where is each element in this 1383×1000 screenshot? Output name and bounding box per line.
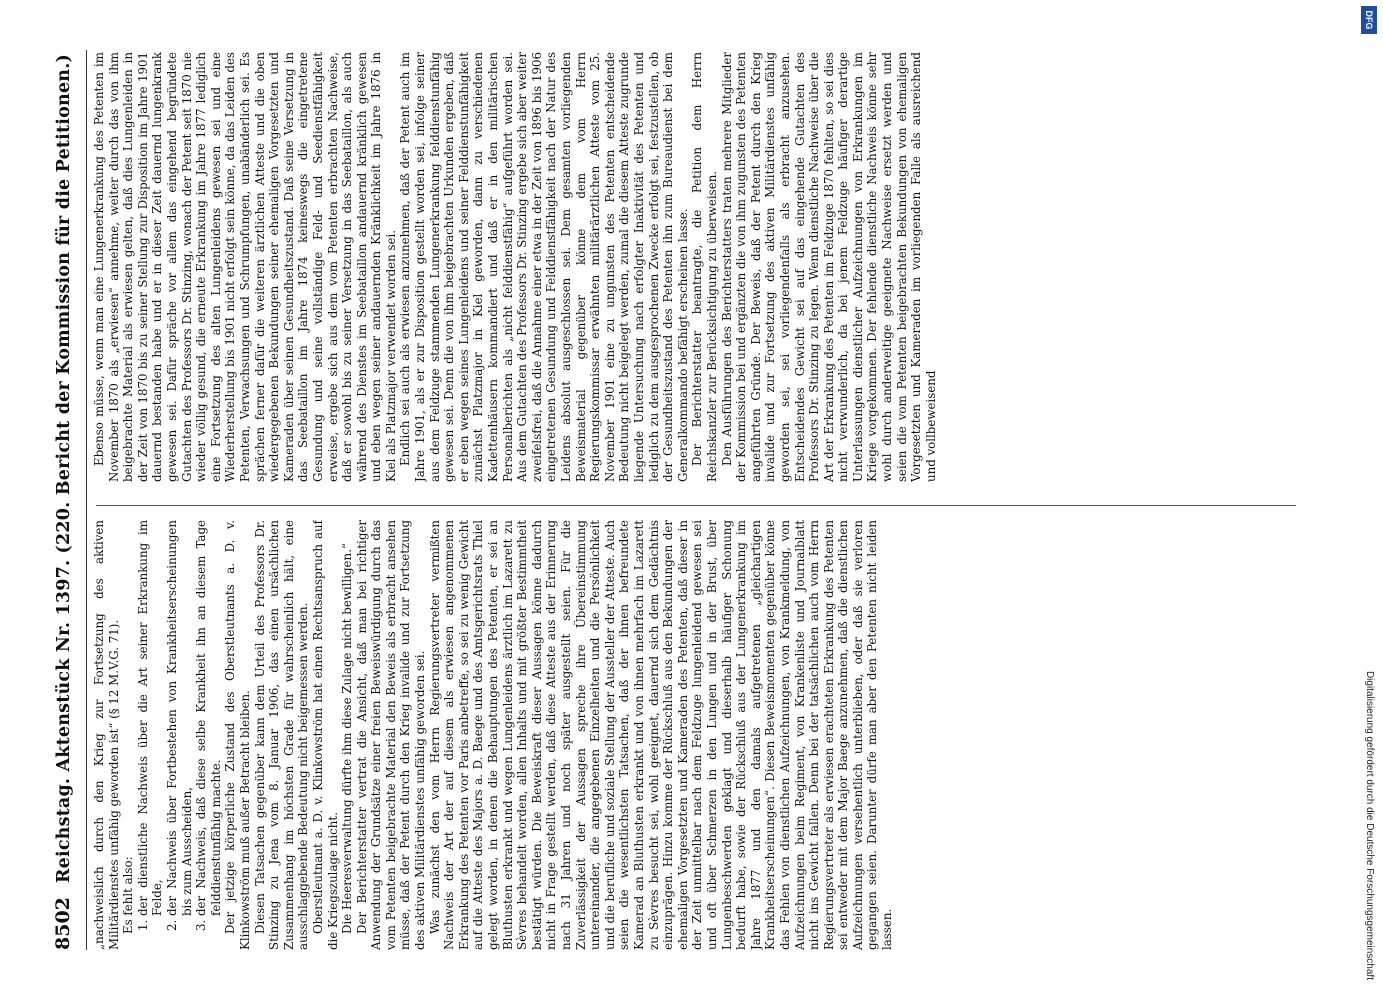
- list-item: 1. der dienstliche Nachweis über die Art seiner Erkrankung im Felde,: [136, 520, 165, 916]
- digitization-note: [1360, 300, 1378, 980]
- dfg-logo-text: DFG: [1364, 10, 1374, 30]
- column-separator: [96, 505, 1296, 506]
- paragraph: Oberstleutnant a. D. v. Klinkowström hat einen Rechtsanspruch auf die Kriegszulage nicht.: [310, 520, 340, 950]
- right-column: [92, 52, 1302, 482]
- paragraph: Was zunächst den vom Herrn Regierungsvertreter vermißten Nachweis der Art der auf diesem als erwiesen angenommenen Erkrankung des Petenten vor Paris anbetreffe, so sei zu wenig Gewicht auf die Atteste des Majors a. D. Baege und des Amtsgerichtsrats Thiel gelegt worden, in denen die Behauptungen des Petenten, er sei an Bluthusten erkrankt und wegen Lungenleidens ärztlich im Lazarett zu Sèvres behandelt worden, allen Inhalts und mit größter Bestimmtheit bestätigt würden. Die Beweiskraft dieser Aussagen könne dadurch nicht in Frage gestellt werden, daß diese Atteste aus der Erinnerung nach 31 Jahren und noch später ausgestellt seien. Für die Zuverlässigkeit der Aussagen spreche ihre Übereinstimmung untereinander, die angegebenen Einzelheiten und die Persönlichkeit und die berufliche und soziale Stellung der Aussteller der Atteste. Auch seien die wesentlichsten Tatsachen, daß der ihnen befreundete Kamerad an Bluthusten erkrankt und von ihnen mehrfach im Lazarett zu Sèvres besucht sei, wohl geeignet, dauernd sich dem Gedächtnis einzuprägen. Hinzu komme der Rückschluß aus den Bekundungen der ehemaligen Vorgesetzten und Kameraden des Petenten, daß dieser in der Zeit unmittelbar nach dem Feldzuge lungenleidend gewesen sei und oft über Schmerzen in den Lungen und in der Brust, über Lungenbeschwerden geklagt und dieserhalb häufiger Schonung bedurft habe, sowie der Rückschluß aus der Lungenerkrankung im Jahre 1877 und den damals aufgetretenen „gleichartigen Krankheitserscheinungen“. Diesen Beweismomenten gegenüber könne das Fehlen von dienstlichen Aufzeichnungen, von Krankmeldung, von Aufzeichnungen beim Regiment, von Krankenliste und Journalblatt nicht ins Gewicht fallen. Denn bei der tatsächlichen auch vom Herrn Regierungsvertreter als erwiesen erachteten Erkrankung des Petenten sei entweder mit dem Major Baege anzunehmen, daß die dienstlichen Aufzeichnungen versehentlich unterblieben, oder daß sie verloren gegangen seien. Darunter dürfe man aber den Petenten nicht leiden lassen.: [427, 520, 895, 950]
- paragraph: Die Heeresverwaltung dürfte ihm diese Zulage nicht bewilligen.“: [340, 543, 355, 934]
- page-number: 8502: [52, 897, 74, 950]
- page-header: [52, 50, 84, 950]
- paragraph: Endlich sei auch als erwiesen anzunehmen, daß der Petent auch im Jahre 1901, als er zur Disposition gestellt worden sei, infolge seiner aus dem Feldzuge stammenden Lungenerkrankung felddienstunfähig gewesen sei. Denn die von ihm beigebrachten Urkunden ergeben, daß er eben wegen seines Lungenleidens und seiner Felddienstunfähigkeit zunächst Platzmajor in Kiel geworden, dann zu verschiedenen Kadettenhäusern kommandiert und daß er in den militärischen Personalberichten als „nicht felddienstfähig“ aufgeführt worden sei. Aus dem Gutachten des Professors Dr. Stinzing ergebe sich aber weiter zweifelsfrei, daß die Annahme einer etwa in der Zeit von 1896 bis 1906 eingetretenen Gesundung und Felddienstfähigkeit nach der Natur des Leidens absolut ausgeschlossen sei. Dem gesamten vorliegenden Beweismaterial gegenüber könne dem vom Herrn Regierungskommissar erwähnten militärärztlichen Atteste vom 25. November 1901 eine zu ungunsten des Petenten entscheidende Bedeutung nicht beigelegt werden, zumal die diesem Atteste zugrunde liegende Untersuchung nach erfolgter Inaktivität des Petenten und lediglich zu dem ausgesprochenen Zwecke erfolgt sei, festzustellen, ob der Gesundheitszustand des Petenten ihn zum Bureaudienst bei dem Generalkommando befähigt erscheinen lasse.: [398, 52, 690, 482]
- left-column: [92, 520, 1302, 950]
- paragraph: Den Ausführungen des Berichterstatters traten mehrere Mitglieder der Kommission bei und ergänzten die von ihm zugunsten des Petenten angeführten Gründe. Der Beweis, daß der Petent durch den Krieg invalide und zur Fortsetzung des aktiven Militärdienstes unfähig geworden sei, sei vorliegendenfalls als erbracht anzusehen. Entscheidendes Gewicht sei auf das eingehende Gutachten des Professors Dr. Stinzing zu legen. Wenn dienstliche Nachweise über die Art der Erkrankung des Petenten im Feldzuge 1870 fehlten, so sei dies nicht verwunderlich, da bei jenem Feldzuge häufiger derartige Unterlassungen dienstlicher Aufzeichnungen von Erkrankungen im Kriege vorgekommen. Der fehlende dienstliche Nachweis könne sehr wohl durch anderweitige geeignete Nachweise ersetzt werden und seien die vom Petenten beigebrachten Bekundungen von ehemaligen Vorgesetzten und Kameraden im vorliegenden Falle als ausreichend und vollbeweisend: [719, 52, 938, 482]
- list-item: 2. der Nachweis über Fortbestehen von Krankheitserscheinungen bis zum Ausscheiden,: [165, 520, 194, 916]
- paragraph: „nachweislich durch den Krieg zur Fortsetzung des aktiven Militärdienstes unfähig geworden ist“ (§ 12 M.V.G. 71).: [92, 520, 121, 950]
- list-item: 3. der Nachweis, daß diese selbe Krankheit ihn an diesem Tage felddienstunfähig machte.: [194, 520, 223, 916]
- header-rule: [86, 50, 87, 950]
- paragraph: Ebenso müsse, wenn man eine Lungenerkrankung des Petenten im November 1870 als „erwiesen“ annehme, weiter durch das von ihm beigebrachte Material als erwiesen gelten, daß dies Lungenleiden in der Zeit von 1870 bis zu seiner Stellung zur Disposition im Jahre 1901 dauernd bestanden habe und er in dieser Zeit dauernd lungenkrank gewesen sei. Dafür spräche vor allem das eingehend begründete Gutachten des Professors Dr. Stinzing, wonach der Petent seit 1870 nie wieder völlig gesund, die erneute Erkrankung im Jahre 1877 lediglich eine Fortsetzung des alten Lungenleidens gewesen sei und eine Wiederherstellung bis 1901 nicht erfolgt sein könne, da das Leiden des Petenten, Verwachsungen und Schrumpfungen, unabänderlich sei. Es sprächen ferner dafür die weiteren ärztlichen Atteste und die oben wiedergegebenen Bekundungen seiner ehemaligen Vorgesetzten und Kameraden über seinen Gesundheitszustand. Daß seine Versetzung in das Seebataillon im Jahre 1874 keineswegs die eingetretene Gesundung und seine vollständige Feld- und Seedienstfähigkeit erweise, ergebe sich aus dem vom Petenten erbrachten Nachweise, daß er sowohl bis zu seiner Versetzung in das Seebataillon, als auch während des Dienstes im Seebataillon andauernd kränklich gewesen und eben wegen seiner andauernden Kränklichkeit im Jahre 1876 in Kiel als Platzmajor verwendet worden sei.: [92, 52, 398, 482]
- running-title: Reichstag. Aktenstück Nr. 1397. (220. Bericht der Kommission für die Petitionen.): [54, 54, 74, 884]
- missing-proof-list: [136, 520, 224, 950]
- paragraph: Diesen Tatsachen gegenüber kann dem Urteil des Professors Dr. Stinzing zu Jena vom 8. Januar 1906, das einen ursächlichen Zusammenhang im höchsten Grade für wahrscheinlich hält, eine ausschlaggebende Bedeutung nicht beigemessen werden.: [252, 520, 311, 950]
- paragraph: Es fehlt also:: [121, 856, 136, 934]
- paragraph: Der jetzige körperliche Zustand des Oberstleutnants a. D. v. Klinkowström muß außer Betracht bleiben.: [223, 520, 252, 950]
- dfg-logo: [1361, 6, 1377, 34]
- digitization-note-text: Digitalisierung gefördert durch die Deutsche Forschungsgemeinschaft: [1364, 670, 1375, 980]
- paragraph: Der Berichterstatter vertrat die Ansicht, daß man bei richtiger Anwendung der Grundsätze einer freien Beweiswürdigung durch das vom Petenten beigebrachte Material den Beweis als erbracht ansehen müsse, daß der Petent durch den Krieg invalide und zur Fortsetzung des aktiven Militärdienstes unfähig geworden sei.: [354, 520, 428, 950]
- paragraph: Der Berichterstatter beantragte, die Petition dem Herrn Reichskanzler zur Berücksichtigung zu überweisen.: [690, 52, 719, 482]
